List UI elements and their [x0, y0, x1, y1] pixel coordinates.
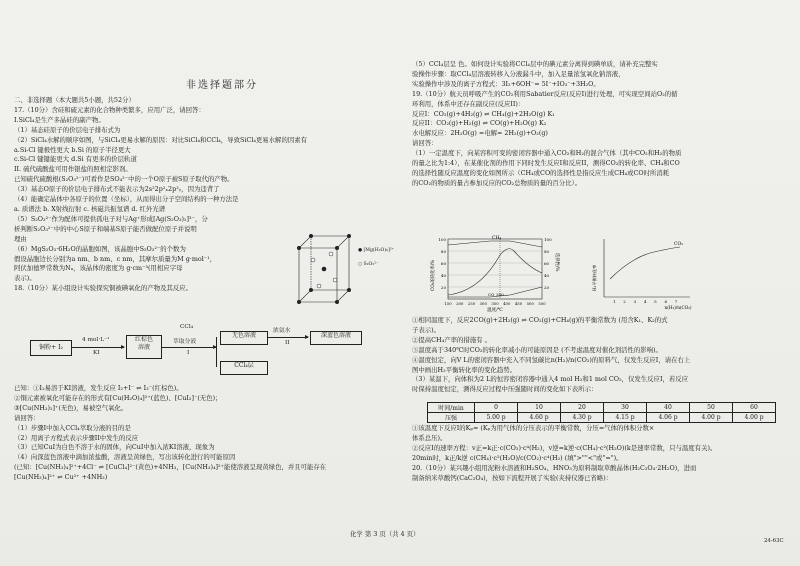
plot-frame: [448, 239, 542, 299]
flow-ammonia-label: 浓氨水: [273, 328, 291, 334]
text-line: 20.（10分）某兴趣小组用泥粉水溶液和H₂SO₄、HNO₃为原料制取草酸晶体(H₂C₂O₄·2H₂O)，进而: [412, 463, 697, 472]
table-header-cell: 10: [518, 403, 561, 413]
text-line: 请回答：: [412, 139, 438, 148]
text-line: ③温度高于340℃时CO₂的转化率减小的可能原因是 (不考虑温度对催化剂活性的影响)。: [412, 345, 662, 354]
text-line: I.SiCl₄是生产多晶硅的副产物。: [14, 115, 105, 124]
text-line: 已知：①I₂易溶于KI溶液，发生反应 I₂+I⁻ ⇌ I₃⁻(红棕色)。: [14, 384, 183, 392]
co2-conversion-line: [448, 249, 542, 295]
text-line: （6）MgS₂O₃·6H₂O的晶胞如图，该晶胞中S₂O₃²⁻的个数为: [14, 244, 186, 253]
label-co2: CO₂: [674, 242, 683, 247]
x-tick-label: 2: [623, 299, 626, 304]
x-tick-label: 4: [643, 299, 647, 304]
text-line: （1）基态硅原子的价层电子排布式为: [14, 125, 121, 134]
text-line: ②铜元素被氧化可能存在的形式有[Cu(H₂O)₄]²⁺(蓝色)、[CuI₂]⁻(无色)；: [14, 393, 222, 402]
right-column-3: [412, 424, 788, 483]
text-line: （2）SiCl₄水解的顺序如图，与SiCl₄更易水解的原因：对比SiCl₄和CCl₄，导致SiCl₄更易水解的因素有: [14, 135, 308, 144]
text-line: （3）已知CuI为白色不溶于水的固体，向CuI中加入浓KI溶液，现象为: [14, 443, 215, 452]
table-header-cell: 60: [733, 403, 776, 413]
h2-conversion-chart: [590, 233, 700, 311]
text-line: （3）某温下，向体积为2 L的恒容密闭容器中通入4 mol H₂和1 mol CO₂，仅发生反应I，若反应: [412, 375, 689, 384]
right-column-2: [412, 316, 788, 395]
flow-step-1: I: [187, 350, 190, 356]
flow-red-solution-box: 红棕色 溶液: [126, 335, 162, 359]
flow-arrow-3: [268, 337, 308, 338]
text-line: 19.（10分）航天员呼吸产生的CO₂利用Sabatier反应(反应I)进行处理，可实现空间站O₂的循: [412, 89, 678, 98]
text-line: （1）一定温度下，向某容积可变的密闭容器中通入CO₂和H₂的混合气体（其中CO₂和H₂的物质: [412, 149, 682, 158]
right-question-lines: [412, 60, 788, 189]
page-footer: 化学 第 3 页（共 4 页）: [350, 530, 420, 538]
text-line: a. 质谱法 b. X射线衍射 c. 核磁共振氢谱 d. 红外光谱: [14, 204, 166, 213]
co2-equilibrium-curve: [610, 247, 680, 279]
text-line: 理由: [14, 234, 27, 243]
text-line: 请回答：: [14, 413, 40, 422]
x-tick-label: 150: [444, 301, 452, 306]
y-tick-label: 20: [440, 285, 446, 290]
text-line: 二、非选择题（本大题共5小题，共52分）: [14, 96, 135, 104]
text-line: 的选择性随反应温度的变化如图所示（CH₄或CO的选择性是指反应生成CH₄或CO时所消耗: [412, 168, 670, 177]
table-header-cell: 0: [475, 403, 518, 413]
text-line: （3）基态O原子的价层电子排布式不能表示为2s²2p²ₓ2p²ᵧ，因为违背了: [14, 185, 220, 194]
text-line: （5）S₂O₃²⁻作为配体可提供孤电子对与Ag⁺形成[Ag(S₂O₃)₂]³⁻，分: [14, 214, 208, 223]
text-line: 假设晶胞边长分别为a nm、b nm、c nm，其摩尔质量为M g·mol⁻¹，: [14, 254, 217, 263]
x-tick-label: 1: [613, 299, 616, 304]
text-line: 子表示)。: [412, 325, 441, 334]
text-line: 时保持温度恒定，测得反应过程中压强随时间的变化如下表所示：: [412, 385, 598, 394]
table-header-cell: 30: [604, 403, 647, 413]
text-line: ①该温度下反应I的Kₚ= (Kₚ为用气体的分压表示的平衡常数，分压=气体的体积分数×: [412, 424, 655, 432]
mg-complex-icon: ●: [358, 248, 363, 253]
text-line: （1）步骤I中加入CCl₄萃取分液的目的是: [14, 423, 131, 432]
text-line: [Cu(NH₃)₄]²⁺ ⇌ Cu²⁺ +4NH₃): [14, 473, 108, 482]
left-column-2: [14, 384, 379, 483]
flow-start-box: 铜粉+ I₂: [30, 340, 72, 356]
text-line: 17.（10分）含硅和硫元素的化合物种类繁多，应用广泛，请回答：: [14, 105, 205, 114]
text-line: 阿伏加德罗常数为Nₐ，该晶体的密度为 g·cm⁻³(用相应字母: [14, 264, 183, 273]
label-co: CO: [488, 292, 495, 297]
co-selectivity-line: [448, 287, 542, 297]
right-question-lines-3: [412, 424, 788, 483]
table-cell: 5.00 p: [475, 413, 518, 423]
co2-conversion-chart: [430, 233, 560, 313]
thiosulfate-icon: ○: [358, 262, 363, 267]
flow-arrow-2: [162, 347, 216, 348]
flow-step-2: II: [285, 340, 290, 346]
table-row: [428, 413, 776, 423]
label-ch4: CH₄: [492, 236, 502, 241]
paper-code: 24-63C: [764, 538, 784, 544]
text-line: (已知：[Cu(NH₃)₄]²⁺+4Cl⁻ ⇌ [CuCl₄]²⁻(黄色)+4NH₃，[Cu(NH₃)₄]²⁺能使溶液呈现黄绿色，并且可能存在: [14, 463, 327, 472]
right-question-lines-2: [412, 316, 788, 395]
text-line: （2）用离子方程式表示步骤II中发生的反应: [14, 433, 139, 442]
text-line: 实验操作中涉及的离子方程式：3I₂+6OH⁻= 5I⁻+IO₃⁻+3H₂O。: [412, 79, 600, 88]
flow-ccl4-layer-box: CCl₄层: [220, 361, 268, 375]
x-tick-label: 200: [456, 301, 464, 306]
text-line: 反应I：CO₂(g)+4H₂(g) ⇌ CH₄(g)+2H₂O(g) K₁: [412, 109, 555, 118]
flow-branch-line: [216, 337, 217, 367]
y2-tick-label: 40: [544, 273, 550, 278]
text-line: 体系总压)。: [412, 433, 447, 442]
x-tick-label: 250: [467, 301, 476, 306]
experiment-flow-diagram: [30, 324, 390, 384]
flow-ccl4-label: CCl₄: [180, 324, 194, 330]
x-tick-label: 300: [479, 301, 487, 306]
x-tick-label: 6: [664, 299, 667, 304]
table-cell: 4.15 p: [604, 413, 647, 423]
label-340: 340: [496, 292, 504, 297]
table-header-cell: 时间/min: [428, 403, 475, 413]
text-line: 20min时，k正/k逆 c(CH₄)·c²(H₂O)/c(CO₂)·c⁴(H₂) (填">""<"或"=")。: [412, 453, 623, 462]
table-header-row: [428, 403, 776, 413]
flow-reagent-bottom: KI: [93, 350, 100, 356]
table-cell: 4.30 p: [561, 413, 604, 423]
text-line: 已知硫代硫酸根(S₂O₃²⁻)可看作是SO₄²⁻中的一个O原子被S原子取代的产物。: [14, 175, 234, 184]
x-tick-label: 550: [538, 301, 546, 306]
text-line: 制备纳米草酸钙(CaC₂O₄)，按如下流程开展了实验(夹持仪器已省略)：: [412, 473, 613, 482]
text-line: 水电解反应：2H₂O(g) =电解= 2H₂(g)+O₂(g): [412, 129, 548, 138]
legend-s2o3: S₂O₃²⁻: [363, 262, 379, 267]
x-tick-label: 7: [674, 299, 678, 304]
text-line: c.Si-Cl 键键能更大 d.Si 有更多的价层轨道: [14, 155, 137, 164]
table-cell: 4.00 p: [733, 413, 776, 423]
table-header-cell: 20: [561, 403, 604, 413]
text-line: 的CO₂的物质的量占参加反应的CO₂总物质的量的百分比）。: [412, 178, 582, 187]
section-title: 非选择题部分: [186, 80, 258, 91]
y2-tick-label: 20: [544, 285, 550, 290]
table-cell: 4.60 p: [518, 413, 561, 423]
text-line: ④温度恒定，向V L的密闭容器中充入不同氢碳比n(H₂)/n(CO₂)的原料气，仅发生反应I，请在右上: [412, 355, 691, 364]
y-axis-label: CO₂的转化率/%: [431, 259, 436, 291]
y2-tick-label: 80: [544, 249, 550, 254]
text-line: II. 硫代硫酸盐可用作银盐的照相定影剂。: [14, 165, 132, 174]
text-line: 的量之比为1:4），在某催化剂的作用下同时发生反应I和反应II，测得CO₂的转化率、CH₄和CO: [412, 159, 680, 168]
flow-arrow-1: [72, 347, 124, 348]
y-tick-label: 100: [438, 237, 446, 242]
text-line: 反应II：CO₂(g)+H₂(g) ⇌ CO(g)+H₂O(g) K₂: [412, 119, 547, 128]
table-header-cell: 40: [647, 403, 690, 413]
table-cell: 4.00 p: [690, 413, 733, 423]
text-line: 图中画出H₂平衡转化率的变化趋势。: [412, 365, 516, 374]
x-axis-label: 温度/℃: [487, 308, 503, 313]
crystal-legend: [358, 244, 394, 272]
legend-mg: [Mg(H₂O)₆]²⁺: [363, 248, 395, 253]
flow-reagent-top: 4 mol·L⁻¹: [82, 337, 110, 343]
flow-colorless-box: 无色溶液: [220, 331, 268, 345]
table-cell: 4.06 p: [647, 413, 690, 423]
pressure-table: [427, 402, 776, 423]
text-line: 验操作步骤：取CCl₄层溶液转移入分液漏斗中，加入足量浓氢氧化钠溶液，: [412, 69, 625, 78]
y-axis-label: H₂平衡转化率: [592, 264, 597, 291]
flow-extract-label: 萃取分液: [173, 339, 197, 345]
x-tick-label: 500: [526, 301, 534, 306]
text-line: （4）向深蓝色溶液中滴加浓盐酸，溶液呈黄绿色，写出该转化进行的可能原因: [14, 453, 236, 462]
x-tick-label: 400: [503, 301, 511, 306]
left-question-lines-2: [14, 384, 379, 483]
text-line: 析判断S₂O₃²⁻中的中心S原子和端基S原子能否做配位原子并说明: [14, 224, 197, 233]
text-line: ①相同温度下，反应2CO(g)+2H₂(g) ⇌ CO₂(g)+CH₄(g)的平衡常数为 (用含K₁、K₂的式: [412, 316, 668, 324]
x-tick-label: 450: [514, 301, 523, 306]
x-tick-label: 5: [654, 299, 657, 304]
right-column: [412, 60, 788, 189]
y-tick-label: 60: [440, 261, 446, 266]
text-line: 环利用，体系中还存在副反应(反应II)：: [412, 99, 525, 108]
y2-axis-label: 选择性/%: [554, 253, 559, 272]
text-line: ②提高CH₄产率的措施有 。: [412, 335, 491, 344]
y-tick-label: 80: [440, 249, 446, 254]
table-header-cell: 50: [690, 403, 733, 413]
x-tick-label: 3: [633, 299, 637, 304]
text-line: a.Si-Cl 键极性更大 b.Si 的原子半径更大: [14, 145, 131, 154]
y-tick-label: 40: [440, 273, 446, 278]
text-line: 表示)。: [14, 274, 36, 283]
y2-tick-label: 100: [544, 237, 552, 242]
table-cell: 压强: [428, 413, 475, 423]
flow-deep-blue-box: 深蓝色溶液: [310, 331, 362, 345]
text-line: （4）能确定晶体中各原子的位置（坐标），从而得出分子空间结构的一种方法是: [14, 195, 239, 204]
ch4-selectivity-line: [448, 241, 542, 247]
y2-tick-label: 60: [544, 261, 550, 266]
crystal-cell-diagram: [293, 230, 355, 308]
x-axis-label: n(H₂)/n(CO₂): [664, 305, 692, 310]
text-line: （5）CCl₄层呈 色。如何设计实验将CCl₄层中的碘元素分离得到碘单质，请补充完整实: [412, 60, 658, 68]
x-tick-label: 350: [491, 301, 499, 306]
text-line: ②反应I的速率方程：v正=k正·c(CO₂)·c⁴(H₂)，v逆=k逆·c(CH₄)·c²(H₂O)(k是速率常数，只与温度有关)。: [412, 443, 717, 452]
text-line: ③[Cu(NH₃)₂]⁺(无色)，易被空气氧化。: [14, 403, 128, 412]
text-line: 18.（10分）某小组设计实验探究铜被碘氧化的产物及其反应。: [14, 284, 193, 293]
